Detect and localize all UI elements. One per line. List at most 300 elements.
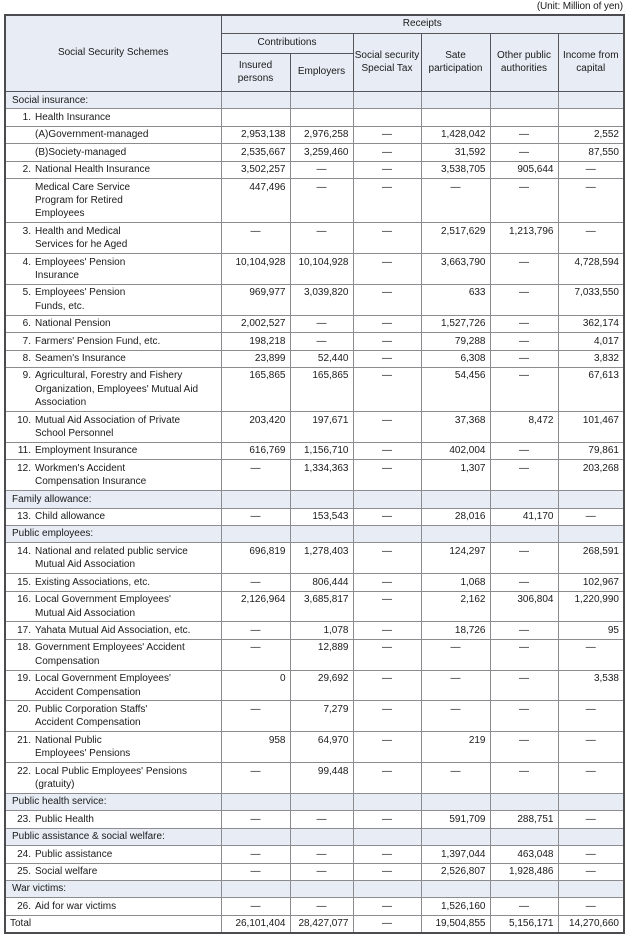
scheme-line [14,510,219,523]
cell-dash: — [558,639,624,670]
total-label: Total [5,915,221,933]
total-row [5,915,624,933]
header-social-security-schemes: Social Security Schemes [5,15,221,92]
scheme-line-continued: School Personnel [35,428,114,440]
cell-value: 905,644 [490,161,558,178]
cell-dash: — [353,367,421,411]
row-index: 26. [17,900,31,912]
scheme-line-continued: Mutual Aid Association [35,559,136,571]
header-special-tax-line1: Social security [354,50,420,61]
table-row [5,109,624,126]
cell-value: 4,728,594 [558,254,624,285]
scheme-line [14,286,219,299]
section-empty-cell [221,880,290,897]
table-row [5,315,624,332]
cell-value: 447,496 [221,179,290,223]
cell-value: 268,591 [558,543,624,574]
section-empty-cell [490,491,558,508]
cell-value: 95 [558,622,624,639]
table-row [5,622,624,639]
cell-dash: — [353,574,421,591]
scheme-label [5,442,221,459]
cell-value: 1,928,486 [490,863,558,880]
scheme-label [5,639,221,670]
scheme-label [5,109,221,126]
scheme-label [5,126,221,143]
cell-empty [290,109,353,126]
scheme-name-text: Child allowance [35,511,106,523]
scheme-name-text: Workmen's Accident [35,462,126,474]
cell-value: 2,526,807 [421,863,490,880]
scheme-name-text: Local Government Employees' [35,673,171,685]
cell-dash: — [558,898,624,915]
section-empty-cell [421,525,490,542]
cell-dash: — [290,179,353,223]
section-header-row [5,491,624,508]
table-row [5,701,624,732]
scheme-name-text: National Pension [35,318,111,330]
header-income-capital-line1: Income from [562,50,619,61]
section-empty-cell [290,525,353,542]
cell-value: 306,804 [490,591,558,622]
scheme-label [5,367,221,411]
row-index: 7. [22,335,31,347]
cell-value: 37,368 [421,412,490,443]
section-empty-cell [490,793,558,810]
section-empty-cell [558,491,624,508]
scheme-name-text: Mutual Aid Association of Private [35,414,181,426]
cell-dash: — [221,460,290,491]
cell-dash: — [353,223,421,254]
social-security-receipts-table [4,14,625,934]
scheme-line [14,256,219,269]
cell-value: 67,613 [558,367,624,411]
cell-dash: — [490,701,558,732]
scheme-line [14,672,219,685]
cell-value: 28,427,077 [290,915,353,933]
scheme-label [5,179,221,223]
cell-dash: — [558,508,624,525]
scheme-line [14,576,219,589]
section-empty-cell [421,491,490,508]
scheme-line [14,765,219,778]
cell-value: 10,104,928 [221,254,290,285]
scheme-name-text: Employment Insurance [35,445,138,457]
cell-dash: — [290,846,353,863]
scheme-line [14,703,219,716]
scheme-label [5,846,221,863]
cell-dash: — [490,442,558,459]
cell-dash: — [353,670,421,701]
cell-dash: — [290,898,353,915]
scheme-label [5,223,221,254]
scheme-line-continued: Funds, etc. [35,300,85,312]
scheme-label [5,350,221,367]
scheme-line-continued: Compensation Insurance [35,476,147,488]
cell-value: 219 [421,732,490,763]
section-header-row [5,828,624,845]
scheme-line [14,317,219,330]
cell-value: 5,156,171 [490,915,558,933]
scheme-name-text: Public assistance [35,848,113,860]
scheme-line [14,369,219,382]
section-empty-cell [290,491,353,508]
cell-dash: — [558,863,624,880]
cell-dash: — [353,412,421,443]
cell-dash: — [353,350,421,367]
scheme-line [14,813,219,826]
section-label: Social insurance: [5,92,221,109]
cell-dash: — [490,543,558,574]
cell-value: 958 [221,732,290,763]
cell-dash: — [353,846,421,863]
cell-value: 1,307 [421,460,490,491]
cell-value: 1,078 [290,622,353,639]
scheme-name-text: Government Employees' Accident [35,642,185,654]
cell-value: 696,819 [221,543,290,574]
scheme-name-text: Social welfare [35,866,98,877]
cell-value: 1,334,363 [290,460,353,491]
cell-dash: — [353,915,421,933]
cell-dash: — [221,508,290,525]
cell-dash: — [421,701,490,732]
section-label: Public assistance & social welfare: [5,828,221,845]
scheme-line [14,462,219,475]
cell-dash: — [221,574,290,591]
section-empty-cell [221,491,290,508]
scheme-line-continued: (A)Government-managed [35,129,149,141]
cell-dash: — [353,591,421,622]
cell-dash: — [221,701,290,732]
cell-value: 1,428,042 [421,126,490,143]
scheme-line [14,900,219,913]
scheme-label [5,144,221,161]
scheme-label [5,315,221,332]
cell-value: 54,456 [421,367,490,411]
scheme-label [5,508,221,525]
scheme-name-text: Employees' Pension [35,287,126,299]
scheme-label [5,460,221,491]
cell-dash: — [353,763,421,794]
scheme-label [5,574,221,591]
table-row-continuation [5,126,624,143]
scheme-line-continued: Mutual Aid Association [35,607,136,619]
cell-dash: — [558,763,624,794]
cell-dash: — [353,732,421,763]
cell-dash: — [490,126,558,143]
cell-value: 41,170 [490,508,558,525]
unit-note: (Unit: Million of yen) [536,1,623,12]
cell-dash: — [558,732,624,763]
cell-value: 6,308 [421,350,490,367]
cell-dash: — [490,622,558,639]
cell-value: 198,218 [221,333,290,350]
cell-value: 28,016 [421,508,490,525]
cell-dash: — [353,284,421,315]
cell-dash: — [558,811,624,828]
section-empty-cell [353,92,421,109]
section-empty-cell [421,828,490,845]
cell-value: 1,526,160 [421,898,490,915]
section-empty-cell [353,793,421,810]
row-index: 21. [17,734,31,746]
scheme-line-continued: Insurance [35,269,79,281]
table-row [5,811,624,828]
cell-value: 2,535,667 [221,144,290,161]
table-row-continuation [5,144,624,161]
cell-value: 1,278,403 [290,543,353,574]
section-label: Public health service: [5,793,221,810]
cell-dash: — [353,161,421,178]
scheme-line-continued: (gratuity) [35,778,75,790]
header-special-tax-line2: Special Tax [361,62,413,74]
section-label: Public employees: [5,525,221,542]
cell-value: 52,440 [290,350,353,367]
row-index: 15. [17,576,31,588]
section-header-row [5,525,624,542]
row-index: 4. [22,256,31,268]
cell-value: 3,663,790 [421,254,490,285]
scheme-label [5,284,221,315]
scheme-line-continued: Compensation [35,655,100,667]
cell-value: 4,017 [558,333,624,350]
cell-value: 3,538 [558,670,624,701]
cell-value: 1,220,990 [558,591,624,622]
section-empty-cell [353,525,421,542]
section-empty-cell [558,828,624,845]
table-row [5,508,624,525]
scheme-name-text: Yahata Mutual Aid Association, etc. [35,624,191,636]
section-empty-cell [490,880,558,897]
cell-value: 7,279 [290,701,353,732]
cell-dash: — [558,223,624,254]
table-row [5,863,624,880]
table-row [5,460,624,491]
cell-dash: — [221,622,290,639]
cell-dash: — [353,508,421,525]
cell-value: 2,517,629 [421,223,490,254]
header-insured-persons-line1: Insured [238,60,273,71]
table-row [5,732,624,763]
cell-value: 591,709 [421,811,490,828]
cell-dash: — [490,763,558,794]
row-index: 10. [17,414,31,426]
cell-dash: — [558,161,624,178]
table-row [5,161,624,178]
cell-value: 3,832 [558,350,624,367]
scheme-line [14,848,219,861]
section-empty-cell [558,92,624,109]
cell-empty [221,109,290,126]
table-header [5,15,624,92]
cell-empty [421,109,490,126]
scheme-name-text: Health Insurance [35,111,111,123]
table-row [5,591,624,622]
header-other-authorities-line1: Other public [497,50,551,61]
scheme-name-text: Existing Associations, etc. [35,576,151,588]
row-index: 8. [22,353,31,364]
section-empty-cell [290,828,353,845]
cell-value: 18,726 [421,622,490,639]
row-index: 16. [17,594,31,606]
cell-value: 2,552 [558,126,624,143]
row-index: 14. [17,545,31,557]
scheme-line-continued: Services for he Aged [35,239,128,251]
cell-dash: — [221,811,290,828]
scheme-label [5,763,221,794]
cell-value: 12,889 [290,639,353,670]
cell-dash: — [490,898,558,915]
cell-value: 806,444 [290,574,353,591]
row-index: 13. [17,511,31,523]
row-index: 20. [17,703,31,715]
header-state-participation-line2: participation [428,62,483,74]
row-index: 3. [22,225,31,237]
header-income-capital-line2: capital [576,62,606,74]
scheme-label [5,412,221,443]
cell-dash: — [221,846,290,863]
cell-dash: — [221,863,290,880]
cell-value: 8,472 [490,412,558,443]
row-index: 25. [17,866,31,877]
scheme-line-continued: Program for Retired [35,194,123,206]
cell-value: 2,162 [421,591,490,622]
scheme-line [14,335,219,348]
section-empty-cell [290,880,353,897]
scheme-label [5,543,221,574]
table-row [5,412,624,443]
section-label: Family allowance: [5,491,221,508]
section-empty-cell [490,525,558,542]
cell-value: 3,538,705 [421,161,490,178]
table-row [5,367,624,411]
scheme-line [14,414,219,427]
cell-value: 1,068 [421,574,490,591]
scheme-line-continued: Accident Compensation [35,717,141,729]
cell-empty [490,109,558,126]
cell-value: 19,504,855 [421,915,490,933]
table-row [5,846,624,863]
scheme-line [14,163,219,176]
cell-value: 203,420 [221,412,290,443]
scheme-line-continued: Accident Compensation [35,686,141,698]
cell-dash: — [353,863,421,880]
scheme-line [14,624,219,637]
scheme-name-text: Agricultural, Forestry and Fishery [35,370,183,382]
cell-dash: — [421,179,490,223]
scheme-label [5,161,221,178]
section-empty-cell [221,828,290,845]
cell-value: 3,259,460 [290,144,353,161]
cell-dash: — [421,670,490,701]
scheme-line [14,444,219,457]
cell-dash: — [290,333,353,350]
row-index: 6. [22,318,31,330]
section-empty-cell [221,793,290,810]
cell-value: 153,543 [290,508,353,525]
cell-dash: — [221,223,290,254]
header-insured-persons [221,54,290,92]
header-income-from-capital [558,34,624,92]
cell-dash: — [490,460,558,491]
scheme-name-text: Local Public Employees' Pensions [35,765,187,777]
scheme-line-continued: Employees [35,208,85,220]
cell-empty [353,109,421,126]
scheme-name-text: National Public [35,734,102,746]
section-empty-cell [558,880,624,897]
scheme-line-continued: Employees' Pensions [35,748,131,760]
row-index: 18. [17,642,31,654]
section-empty-cell [558,793,624,810]
cell-dash: — [353,315,421,332]
section-empty-cell [221,92,290,109]
cell-value: 101,467 [558,412,624,443]
scheme-name-text: National and related public service [35,545,188,557]
cell-dash: — [490,284,558,315]
cell-dash: — [353,126,421,143]
cell-dash: — [221,898,290,915]
cell-value: 124,297 [421,543,490,574]
cell-dash: — [490,315,558,332]
table-row [5,763,624,794]
section-empty-cell [221,525,290,542]
header-state-participation [421,34,490,92]
cell-value: 31,592 [421,144,490,161]
cell-value: 288,751 [490,811,558,828]
cell-value: 64,970 [290,732,353,763]
cell-value: 969,977 [221,284,290,315]
cell-value: 0 [221,670,290,701]
table-row [5,333,624,350]
header-row-1 [5,15,624,34]
row-index: 19. [17,673,31,685]
cell-dash: — [490,350,558,367]
header-other-authorities-line2: authorities [500,62,548,74]
scheme-line-continued: (B)Society-managed [35,146,127,158]
cell-value: 2,126,964 [221,591,290,622]
cell-value: 14,270,660 [558,915,624,933]
cell-dash: — [353,442,421,459]
table-row [5,898,624,915]
cell-value: 1,397,044 [421,846,490,863]
scheme-name-text: Farmers' Pension Fund, etc. [35,335,161,347]
cell-value: 23,899 [221,350,290,367]
cell-value: 1,213,796 [490,223,558,254]
table-row-continuation [5,179,624,223]
cell-dash: — [490,639,558,670]
cell-dash: — [353,254,421,285]
header-other-public-authorities [490,34,558,92]
cell-value: 79,288 [421,333,490,350]
table-row [5,350,624,367]
scheme-line [14,111,219,124]
section-header-row [5,793,624,810]
scheme-label [5,254,221,285]
cell-dash: — [353,622,421,639]
scheme-label [5,863,221,880]
cell-value: 7,033,550 [558,284,624,315]
row-index: 23. [17,813,31,825]
cell-value: 26,101,404 [221,915,290,933]
scheme-name-text: Public Health [35,813,94,825]
scheme-name-text: Health and Medical [35,225,121,237]
scheme-line [14,352,219,365]
cell-dash: — [490,732,558,763]
section-empty-cell [353,491,421,508]
table-row [5,670,624,701]
cell-dash: — [558,701,624,732]
scheme-line [14,734,219,747]
